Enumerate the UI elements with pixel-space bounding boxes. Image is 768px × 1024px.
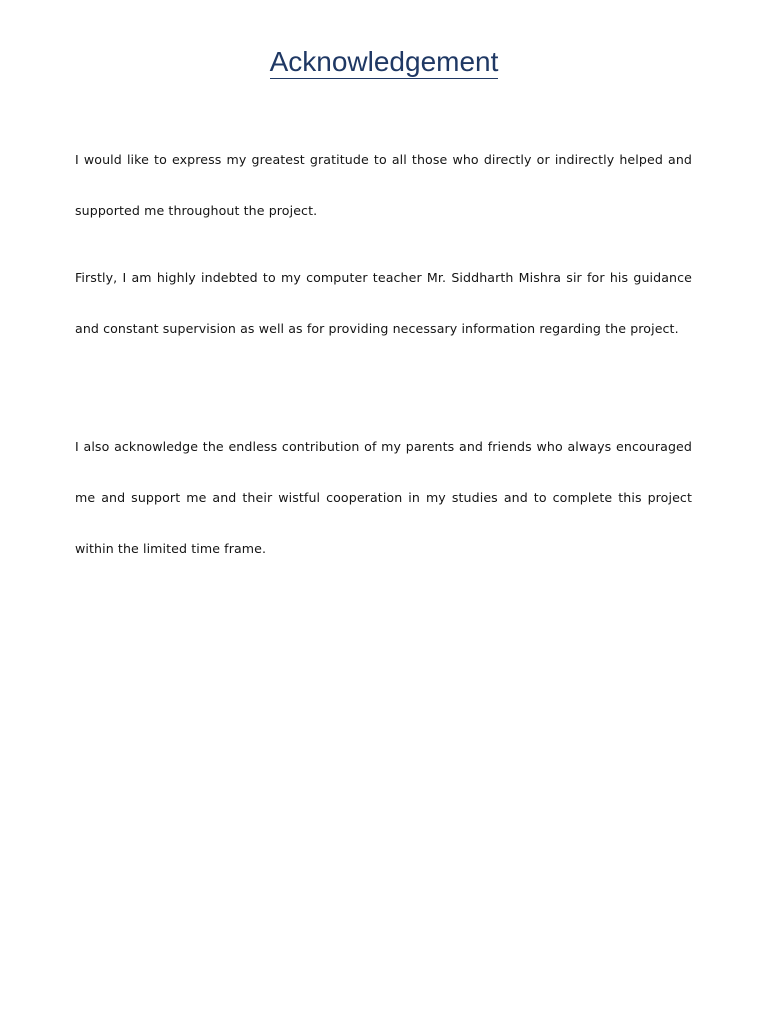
paragraph-gratitude: I would like to express my greatest gratitude to all those who directly or indirectly helped and supported me throughout the project.: [75, 152, 692, 218]
page-title-text: Acknowledgement: [269, 46, 499, 77]
page-title: [0, 44, 768, 80]
paragraph-parents-friends: I also acknowledge the endless contribution of my parents and friends who always encouraged me and support me and their wistful cooperation in my studies and to complete this project within the limited time frame.: [75, 439, 692, 556]
paragraph-teacher: Firstly, I am highly indebted to my computer teacher Mr. Siddharth Mishra sir for his guidance and constant supervision as well as for providing necessary information regarding the project.: [75, 270, 692, 336]
